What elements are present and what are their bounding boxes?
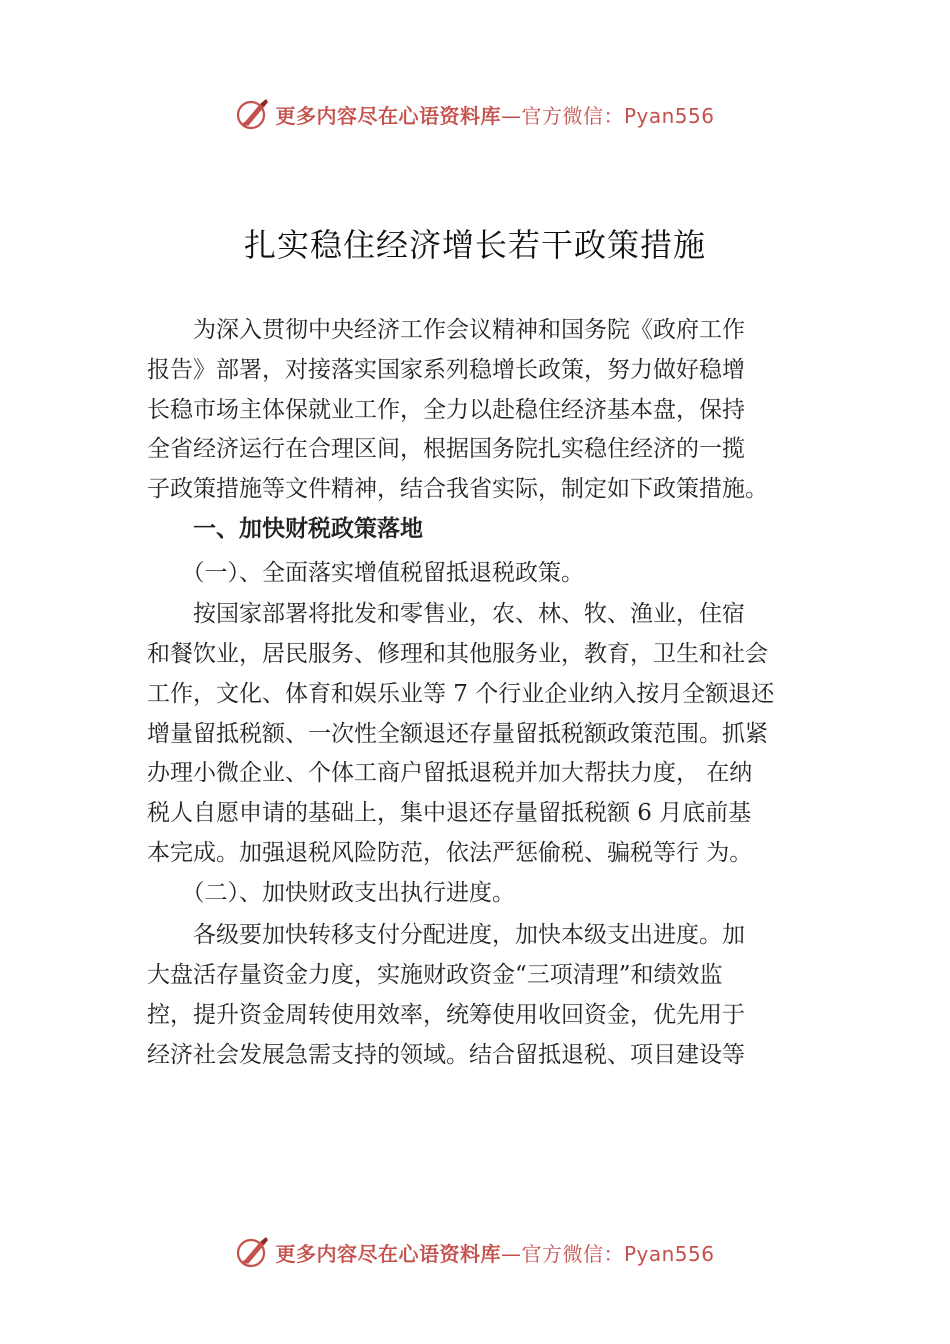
body-line: 本完成。加强退税风险防范，依法严惩偷税、骗税等行 为。 <box>147 840 753 866</box>
body-line: 大盘活存量资金力度，实施财政资金“三项清理”和绩效监 <box>147 962 723 988</box>
body-line: 报告》部署，对接落实国家系列稳增长政策，努力做好稳增 <box>147 357 745 383</box>
body-line: 税人自愿申请的基础上，集中退还存量留抵税额 6 月底前基 <box>147 800 752 826</box>
body-line: 和餐饮业，居民服务、修理和其他服务业，教育，卫生和社会 <box>147 641 768 667</box>
body-line: 各级要加快转移支付分配进度，加快本级支出进度。加 <box>147 922 745 948</box>
brush-pen-icon <box>235 1234 271 1270</box>
body-line: 增量留抵税额、一次性全额退还存量留抵税额政策范围。抓紧 <box>147 721 768 747</box>
body-line: 经济社会发展急需支持的领域。结合留抵退税、项目建设等 <box>147 1042 745 1068</box>
body-line: 办理小微企业、个体工商户留抵退税并加大帮扶力度， 在纳 <box>147 760 753 786</box>
subsection-heading: （二）、加快财政支出执行进度。 <box>147 880 515 906</box>
watermark-text: 更多内容尽在心语资料库—官方微信：Pyan556 <box>275 103 715 128</box>
body-line: 子政策措施等文件精神，结合我省实际，制定如下政策措施。 <box>147 476 768 502</box>
document-title: 扎实稳住经济增长若干政策措施 <box>243 226 706 264</box>
body-line: 长稳市场主体保就业工作，全力以赴稳住经济基本盘，保持 <box>147 397 745 423</box>
body-line: 为深入贯彻中央经济工作会议精神和国务院《政府工作 <box>147 317 745 343</box>
watermark-footer <box>0 1232 950 1272</box>
brush-pen-icon <box>235 96 271 132</box>
body-line: 控，提升资金周转使用效率，统筹使用收回资金，优先用于 <box>147 1002 745 1028</box>
watermark-header <box>0 94 950 134</box>
body-line: 工作，文化、体育和娱乐业等 7 个行业企业纳入按月全额退还 <box>147 681 775 707</box>
section-heading: 一、加快财税政策落地 <box>147 515 423 542</box>
body-line: 按国家部署将批发和零售业，农、林、牧、渔业，住宿 <box>147 601 745 627</box>
body-line: 全省经济运行在合理区间，根据国务院扎实稳住经济的一揽 <box>147 436 745 462</box>
watermark-text: 更多内容尽在心语资料库—官方微信：Pyan556 <box>275 1241 715 1266</box>
subsection-heading: （一）、全面落实增值税留抵退税政策。 <box>147 560 584 586</box>
